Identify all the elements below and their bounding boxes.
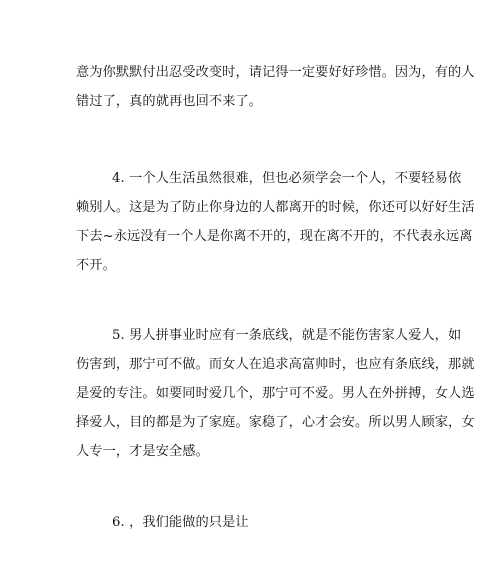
paragraph-3-continued <box>76 58 475 116</box>
text-line: 人专一，才是安全感。 <box>76 444 209 459</box>
text-line: 伤害到，那宁可不做。而女人在追求高富帅时，也应有条底线，那就 <box>76 357 475 372</box>
text-line: 6. ，我们能做的只是让 <box>112 515 249 530</box>
text-line: 下去~永远没有一个人是你离不开的，现在离不开的，不代表永远离 <box>76 229 473 244</box>
text-line: 错过了，真的就再也回不来了。 <box>76 94 263 109</box>
text-line: 是爱的专注。如要同时爱几个，那宁可不爱。男人在外拼搏，女人选 <box>76 386 475 401</box>
paragraph-6 <box>76 508 426 537</box>
text-line: 4. 一个人生活虽然很难，但也必须学会一个人，不要轻易依 <box>112 171 462 186</box>
text-line: 5. 男人拼事业时应有一条底线，就是不能伤害家人爱人，如 <box>112 328 462 343</box>
text-line: 不开。 <box>76 258 116 273</box>
text-line: 意为你默默付出忍受改变时，请记得一定要好好珍惜。因为，有的人 <box>76 65 475 80</box>
paragraph-5 <box>76 321 475 466</box>
paragraph-4 <box>76 164 475 280</box>
text-line: 赖别人。这是为了防止你身边的人都离开的时候，你还可以好好生活 <box>76 200 475 215</box>
text-line: 择爱人，目的都是为了家庭。家稳了，心才会安。所以男人顾家，女 <box>76 415 475 430</box>
